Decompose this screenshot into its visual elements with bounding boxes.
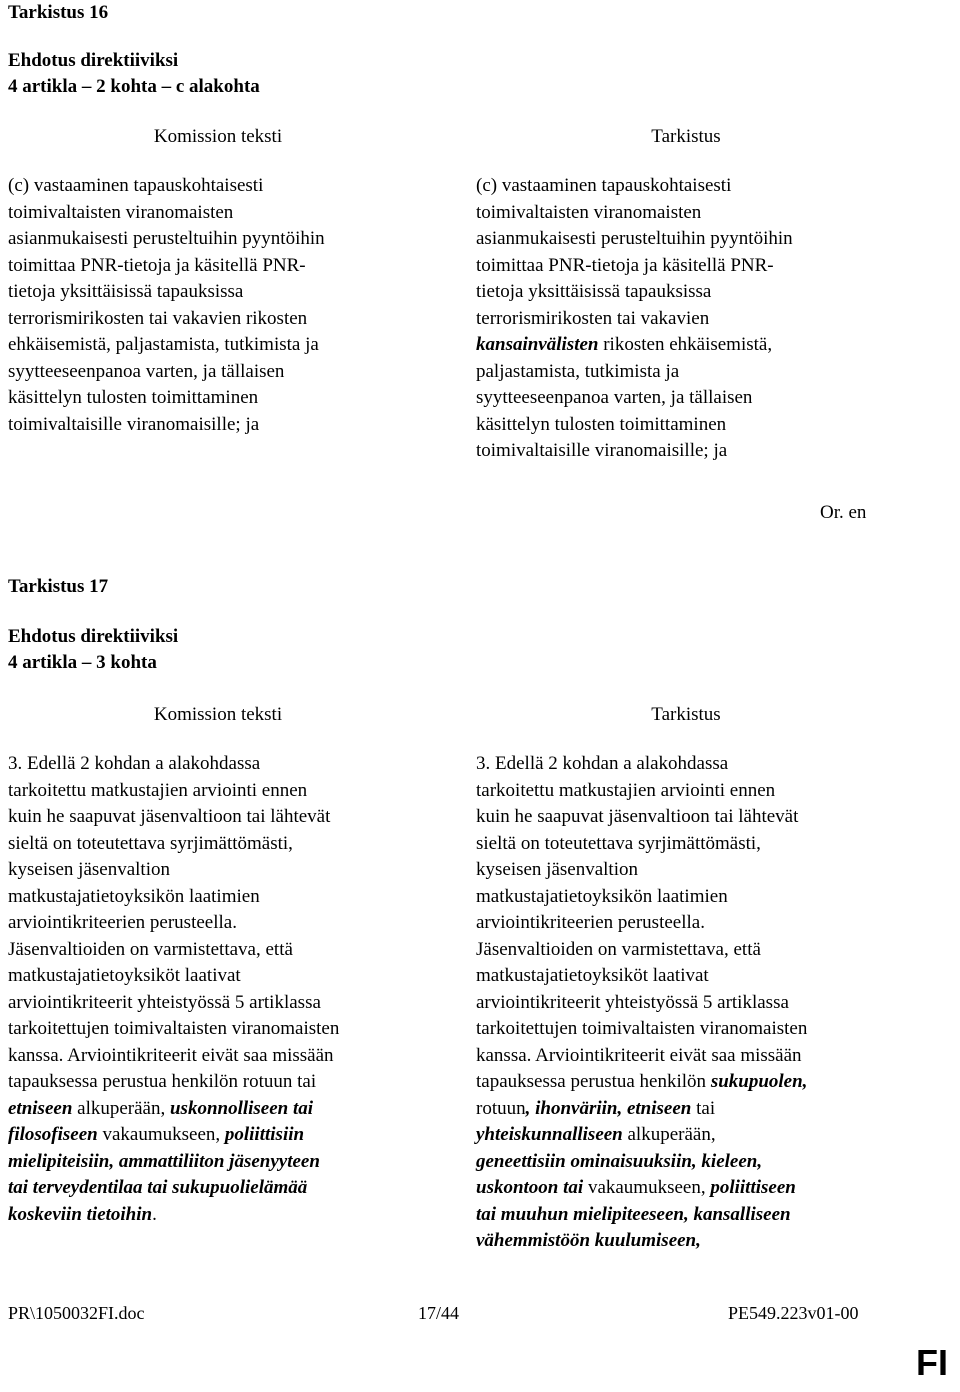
amendment-17-amendment-heading: Tarkistus [651, 704, 721, 725]
amendment-17-commission-text [8, 751, 428, 1228]
text-run: rotuun [476, 1097, 526, 1119]
amended-text-highlight: sukupuolen, [710, 1071, 808, 1092]
amendment-17-amendment-text [476, 751, 896, 1255]
amendment-16-commission-heading: Komission teksti [153, 126, 283, 147]
amended-text-highlight: yhteiskunnalliseen [476, 1124, 623, 1145]
amended-text-highlight: uskonnolliseen tai filosofiseen [8, 1097, 314, 1145]
text-run: (c) vastaaminen tapauskohtaisesti toimivaltaisten viranomaisten asianmukaisesti perusteltuihin pyyntöihin toimittaa PNR-tietoja ja käsitellä PNR- tietoja yksittäisissä tapauksissa terrorismirikosten tai vakavien [476, 175, 793, 329]
text-run: vakaumukseen, [97, 1124, 225, 1145]
text-run: 3. Edellä 2 kohdan a alakohdassa tarkoitettu matkustajien arviointi ennen kuin he saapuvat jäsenvaltioon tai lähtevät sieltä on toteutettava syrjimättömästi, kyseisen jäsenvaltion matkustajatietoyksikön laatimien arviointikriteerien perusteella. Jäsenvaltioiden on varmistettava, että matkustajatietoyksiköt laativat arviointikriteerit yhteistyössä 5 artiklassa tarkoitettujen toimivaltaisten viranomaisten kanssa. Arviointikriteerit eivät saa missään tapauksessa perustua henkilön rotuun tai [8, 753, 340, 1092]
amendment-16-commission-text [8, 173, 428, 438]
amended-text-highlight: kansainvälisten [476, 334, 599, 355]
text-run: vakaumukseen, [583, 1177, 711, 1198]
language-mark: FI [916, 1342, 948, 1383]
amendment-17-article: 4 artikla – 3 kohta [8, 652, 157, 673]
text-run: rikosten ehkäisemistä, paljastamista, tutkimista ja syytteeseenpanoa varten, ja tällaisen käsittelyn tulosten toimittaminen toimivaltaisille viranomaisille; ja [476, 334, 773, 461]
amendment-17-proposal: Ehdotus direktiiviksi [8, 626, 179, 647]
amendment-16-article: 4 artikla – 2 kohta – c alakohta [8, 76, 260, 97]
amendment-16-amendment-text [476, 173, 896, 465]
original-language-note: Or. en [820, 502, 867, 523]
amended-text-highlight: , ihonväriin, etniseen [525, 1097, 692, 1119]
amended-text-highlight: geneettisiin ominaisuuksiin, kieleen, uskontoon tai [476, 1150, 763, 1198]
amendment-17-commission-heading: Komission teksti [153, 704, 283, 725]
text-run: alkuperään, [72, 1097, 170, 1119]
text-run: . [152, 1203, 157, 1225]
text-run: alkuperään, [627, 1124, 716, 1145]
amendment-16-title: Tarkistus 16 [8, 2, 109, 23]
footer-pe-ref: PE549.223v01-00 [728, 1303, 859, 1323]
amended-text-highlight: poliittisiin mielipiteisiin, ammattiliiton jäsenyyteen tai terveydentilaa tai sukupuolielämää koskeviin tietoihin [8, 1124, 320, 1225]
amendment-17-title: Tarkistus 17 [8, 576, 109, 597]
footer-doc-ref: PR\1050032FI.doc [8, 1303, 145, 1323]
text-run: (c) vastaaminen tapauskohtaisesti toimivaltaisten viranomaisten asianmukaisesti perusteltuihin pyyntöihin toimittaa PNR-tietoja ja käsitellä PNR- tietoja yksittäisissä tapauksissa terrorismirikosten tai vakavien rikosten ehkäisemistä, paljastamista, tutkimista ja syytteeseenpanoa varten, ja tällaisen käsittelyn tulosten toimittaminen toimivaltaisille viranomaisille; ja [8, 175, 325, 435]
amendment-16-proposal: Ehdotus direktiiviksi [8, 50, 179, 71]
text-run: tai [696, 1097, 716, 1119]
amended-text-highlight: etniseen [8, 1097, 73, 1119]
amendment-16-amendment-heading: Tarkistus [651, 126, 721, 147]
amended-text-highlight: poliittiseen tai muuhun mielipiteeseen, kansalliseen vähemmistöön kuulumiseen, [476, 1177, 796, 1251]
footer-page-number: 17/44 [418, 1303, 460, 1323]
text-run: 3. Edellä 2 kohdan a alakohdassa tarkoitettu matkustajien arviointi ennen kuin he saapuvat jäsenvaltioon tai lähtevät sieltä on toteutettava syrjimättömästi, kyseisen jäsenvaltion matkustajatietoyksikön laatimien arviointikriteerien perusteella. Jäsenvaltioiden on varmistettava, että matkustajatietoyksiköt laativat arviointikriteerit yhteistyössä 5 artiklassa tarkoitettujen toimivaltaisten viranomaisten kanssa. Arviointikriteerit eivät saa missään tapauksessa perustua henkilön [476, 753, 808, 1092]
